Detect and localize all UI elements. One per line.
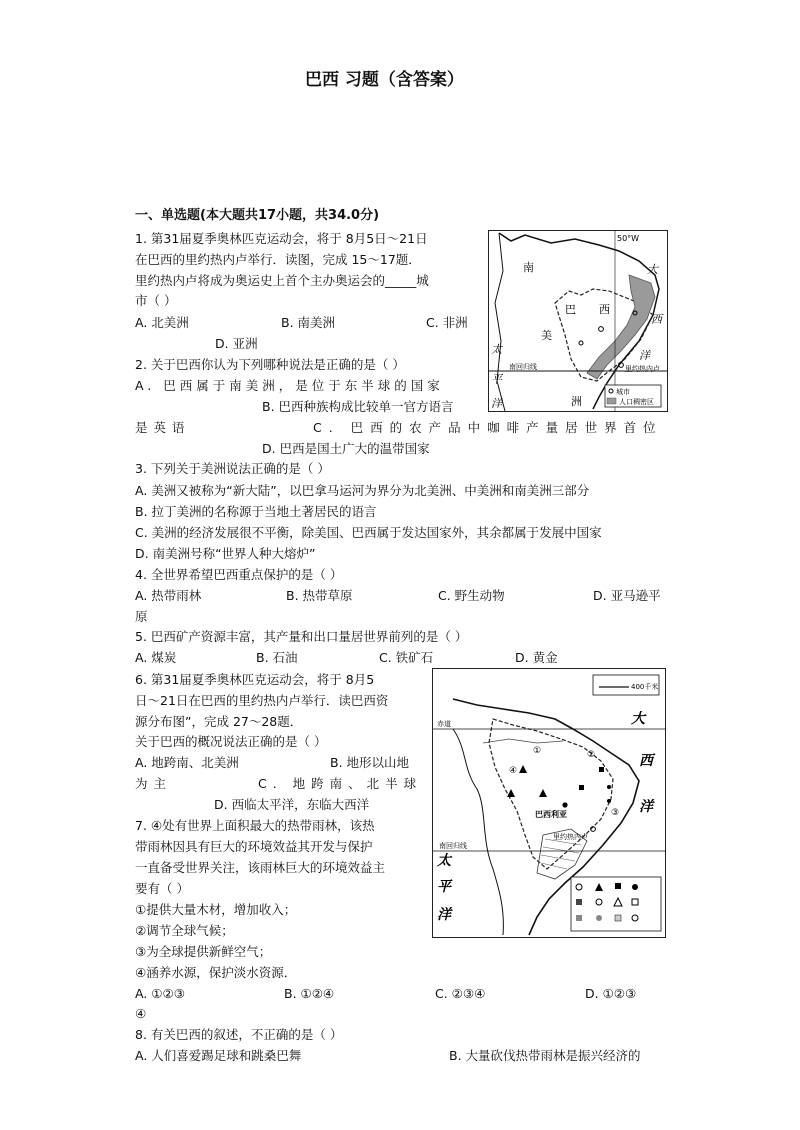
map1-ocean-e1: 大	[647, 263, 658, 276]
map-figure-2	[433, 669, 665, 937]
q2-option-b-cont: 是英语	[135, 420, 191, 435]
q7-stem-line2: 带雨林因具有巨大的环境效益其开发与保护	[135, 839, 373, 854]
map-figure-1	[489, 231, 667, 411]
q2-option-c[interactable]: C. 巴西的农产品中咖啡产量居世界首位	[313, 420, 663, 435]
q2-stem: 2. 关于巴西你认为下列哪种说法是正确的是（ ）	[135, 357, 405, 372]
map2-equator-label: 赤道	[437, 720, 451, 728]
map2-tropic-label: 南回归线	[439, 842, 467, 850]
q6-option-c[interactable]: C. 地跨南、北半球	[258, 776, 423, 791]
q6-stem-line1: 6. 第31届夏季奥林匹克运动会，将于 8月5	[135, 672, 375, 687]
q6-option-b-cont: 为主	[135, 776, 173, 791]
q4-option-a[interactable]: A. 热带雨林	[135, 588, 202, 603]
map1-cont-1: 南	[523, 261, 534, 274]
brazil-resource-map	[432, 668, 666, 938]
map2-ocean-e3: 洋	[639, 799, 653, 815]
map2-ocean-w3: 洋	[437, 907, 451, 923]
map2-ocean-e2: 西	[639, 753, 653, 769]
q7-stem-line4: 要有（ ）	[135, 881, 189, 896]
q7-option-d[interactable]: D. ①②③	[585, 986, 637, 1001]
q5-stem: 5. 巴西矿产资源丰富，其产量和出口量居世界前列的是（ ）	[135, 629, 468, 644]
q1-stem-line1: 1. 第31届夏季奥林匹克运动会，将于 8月5日～21日	[135, 231, 428, 246]
map2-scale: 400千米	[631, 683, 659, 691]
map2-num-3: ③	[611, 808, 620, 818]
q6-stem-line3: 源分布图”，完成 27～28题．	[135, 714, 303, 729]
q1-option-c[interactable]: C. 非洲	[426, 315, 468, 330]
map1-country-2: 西	[599, 303, 610, 316]
q3-stem: 3. 下列关于美洲说法正确的是（ ）	[135, 461, 330, 476]
q6-stem-line4: 关于巴西的概况说法正确的是（ ）	[135, 734, 327, 749]
q1-stem-line3: 里约热内卢将成为奥运史上首个主办奥运会的_____城	[135, 273, 429, 288]
map2-ocean-w1: 太	[437, 853, 451, 869]
map2-num-2: ②	[587, 750, 596, 760]
map2-ocean-e1: 大	[631, 711, 645, 727]
brazil-population-map	[488, 230, 668, 412]
q8-stem: 8. 有关巴西的叙述，不正确的是（ ）	[135, 1027, 343, 1042]
q7-stem-line3: 一直备受世界关注，该雨林巨大的环境效益主	[135, 860, 386, 875]
map2-num-4: ④	[509, 766, 518, 776]
q3-option-b[interactable]: B. 拉丁美洲的名称源于当地土著居民的语言	[135, 504, 377, 519]
q6-stem-line2: 日～21日在巴西的里约热内卢举行．读巴西资	[135, 693, 389, 708]
map2-ocean-w2: 平	[437, 879, 451, 895]
q7-statement-2: ②调节全球气候；	[135, 923, 234, 938]
q7-stem-line1: 7. ④处有世界上面积最大的热带雨林，该热	[135, 818, 375, 833]
q5-option-b[interactable]: B. 石油	[256, 650, 298, 665]
q2-option-d[interactable]: D. 巴西是国土广大的温带国家	[262, 441, 430, 456]
q7-option-b[interactable]: B. ①②④	[284, 986, 335, 1001]
map1-country-1: 巴	[565, 303, 576, 316]
q7-option-d-cont: ④	[135, 1006, 147, 1021]
map1-lon-label: 50°W	[617, 234, 640, 243]
map1-ocean-e2: 西	[651, 313, 662, 326]
q5-option-c[interactable]: C. 铁矿石	[379, 650, 434, 665]
q6-option-b[interactable]: B. 地形以山地	[330, 755, 410, 770]
q7-option-a[interactable]: A. ①②③	[135, 986, 185, 1001]
q1-option-d[interactable]: D. 亚洲	[215, 336, 258, 351]
map1-ocean-e3: 洋	[639, 349, 650, 362]
q1-option-a[interactable]: A. 北美洲	[135, 315, 189, 330]
q6-option-d[interactable]: D. 西临太平洋，东临大西洋	[214, 797, 370, 812]
q8-option-b[interactable]: B. 大量砍伐热带雨林是振兴经济的	[449, 1048, 641, 1063]
q7-option-c[interactable]: C. ②③④	[435, 986, 486, 1001]
q3-option-d[interactable]: D. 南美洲号称“世界人种大熔炉”	[135, 546, 316, 561]
q1-stem-line2: 在巴西的里约热内卢举行．读图，完成 15～17题．	[135, 252, 421, 267]
q6-option-a[interactable]: A. 地跨南、北美洲	[135, 755, 239, 770]
q4-option-d[interactable]: D. 亚马逊平	[593, 588, 661, 603]
map1-tropic-label: 南回归线	[509, 363, 537, 371]
map2-num-1: ①	[533, 746, 542, 756]
q4-option-b[interactable]: B. 热带草原	[286, 588, 353, 603]
page-title: 巴西 习题（含答案）	[305, 70, 464, 90]
q2-option-a[interactable]: A. 巴西属于南美洲，是位于东半球的国家	[135, 378, 444, 393]
q3-option-c[interactable]: C. 美洲的经济发展很不平衡，除美国、巴西属于发达国家外，其余都属于发展中国家	[135, 525, 602, 540]
q2-option-b[interactable]: B. 巴西种族构成比较单一官方语言	[262, 399, 454, 414]
map1-ocean-w3: 洋	[491, 397, 502, 410]
q4-option-d-cont: 原	[135, 609, 148, 624]
map1-rio-label: 里约热内卢	[625, 365, 660, 373]
q1-option-b[interactable]: B. 南美洲	[281, 315, 336, 330]
map2-rio-label: 里约热内卢	[553, 833, 588, 841]
q3-option-a[interactable]: A. 美洲又被称为“新大陆”，以巴拿马运河为界分为北美洲、中美洲和南美洲三部分	[135, 483, 590, 498]
q5-option-a[interactable]: A. 煤炭	[135, 650, 177, 665]
q7-statement-1: ①提供大量木材，增加收入；	[135, 902, 297, 917]
q1-stem-line4: 市（ ）	[135, 293, 177, 308]
q7-statement-4: ④涵养水源，保护淡水资源．	[135, 965, 297, 980]
q5-option-d[interactable]: D. 黄金	[515, 650, 558, 665]
section-heading: 一、单选题(本大题共17小题，共34.0分)	[135, 208, 380, 223]
q4-stem: 4. 全世界希望巴西重点保护的是（ ）	[135, 567, 343, 582]
map2-brasilia-label: 巴西利亚	[535, 810, 567, 819]
map1-legend-pop: 人口稠密区	[619, 398, 654, 406]
map1-cont-2: 美	[541, 329, 552, 342]
map1-legend-city: 城市	[616, 388, 630, 396]
q8-option-a[interactable]: A. 人们喜爱踢足球和跳桑巴舞	[135, 1048, 302, 1063]
map1-ocean-w1: 太	[491, 343, 502, 356]
q7-statement-3: ③为全球提供新鲜空气；	[135, 944, 272, 959]
map1-ocean-w2: 平	[491, 373, 502, 386]
q4-option-c[interactable]: C. 野生动物	[438, 588, 505, 603]
map1-cont-3: 洲	[571, 395, 582, 408]
